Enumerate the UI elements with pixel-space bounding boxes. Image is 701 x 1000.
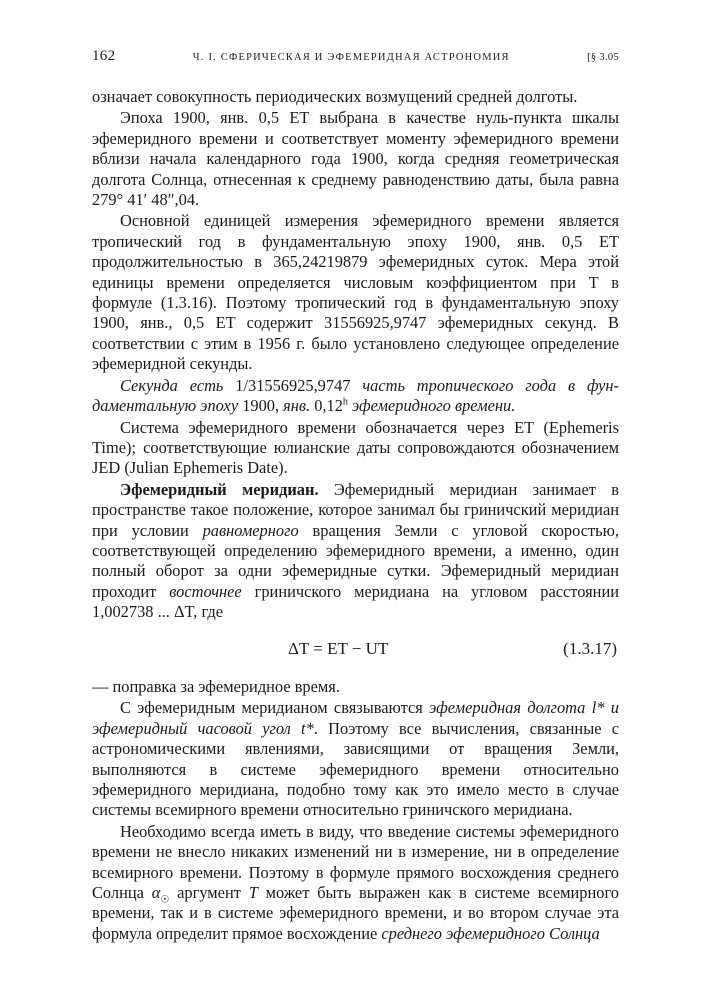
section-heading: Эфемеридный меридиан. (120, 479, 319, 499)
definition-value: 1/31556925,9747 (223, 375, 363, 395)
page-number: 162 (92, 48, 116, 64)
formula-block (92, 639, 619, 659)
emphasis-text: среднего эфемеридного Солнца (381, 923, 600, 943)
running-title: Ч. I. СФЕРИЧЕСКАЯ И ЭФЕМЕРИДНАЯ АСТРОНОМИЯ (192, 52, 510, 63)
paragraph-continuation: означает совокупность периодических возмущений средней долготы. (92, 87, 578, 106)
paragraph-ephemeris-meridian (92, 480, 619, 623)
paragraph-text: может быть выражен как в системе всемирного времени, так и в системе эфемеридного времени, и во втором случае эта формула определит прямое восхождение (92, 883, 619, 943)
paragraph-unit: Основной единицей измерения эфемеридного времени является тропический год в фундаментальную эпоху 1900, янв. 0,5 ET продолжительностью в 365,24219879 эфемеридных суток. Мера этой единицы времени определяется числовым коэффициентом при T в формуле (1.3.16). Поэтому тропический год в фундаментальную эпоху 1900, янв., 0,5 ET содержит 31556925,9747 эфемеридных секунд. В соответствии с этим в 1956 г. было установлено следующее определение эфемеридной секунды. (92, 211, 619, 374)
section-reference: [§ 3.05 (587, 52, 619, 63)
definition-value: 0,12 (310, 396, 343, 416)
formula-expression: ΔT = ET − UT (288, 638, 389, 658)
variable-t: T (248, 883, 258, 903)
emphasis-text: восточнее (169, 581, 242, 601)
paragraph-universal-time-note (92, 822, 619, 944)
paragraph-correction: — поправка за эфемеридное время. (92, 676, 340, 696)
paragraph-text: аргумент (169, 883, 249, 903)
body-text (92, 87, 619, 944)
paragraph-text: вращения Земли с угловой скоростью, соответствующей определению эфемеридного времени, а именно, один полный оборот за одни эфемеридные сутки. Эфемеридный меридиан проходит (92, 520, 619, 601)
paragraph-epoch: Эпоха 1900, янв. 0,5 ET выбрана в качестве нуль-пункта шкалы эфемеридного времени и соответствует моменту эфемеридного времени вблизи начала календарного года 1900, когда средняя геометрическая долгота Солнца, отнесенная к среднему равноденствию даты, была равна 279° 41′ 48″,04. (92, 108, 619, 210)
hour-superscript: h (342, 396, 348, 408)
paragraph-text: Эфемеридный меридиан занимает в пространстве такое положение, которое занимал бы гриничский меридиан при условии (92, 479, 619, 540)
paragraph-ephemeris-longitude (92, 698, 619, 820)
paragraph-text: . Поэтому все вычисления, связанные с астрономическими явлениями, зависящими от вращения Земли, выполняются в системе эфемеридного времени относительно эфемеридного меридиана, подобно тому как это имело место в случае системы всемирного времени относительно гриничского меридиана. (92, 718, 620, 820)
paragraph-text: Необходимо всегда иметь в виду, что введение системы эфемеридного времени не внесло никаких изменений ни в измерение, ни в определение всемирного времени. Поэтому в формуле прямого восхождения среднего Солнца (92, 821, 619, 903)
paragraph-et-notation: Система эфемеридного времени обозначается через ET (Ephemeris Time); соответствующие юлианские даты сопровождаются обозначением JED (Julian Ephemeris Date). (92, 417, 619, 478)
equation-number: (1.3.17) (563, 638, 617, 658)
definition-text: Секунда есть (120, 375, 224, 395)
definition-text: часть тропического года в фундаментальную эпоху (92, 375, 619, 416)
emphasis-text: эфемеридная долгота l* и эфемеридный часовой угол t* (92, 698, 620, 738)
emphasis-text: равномерного (202, 520, 299, 540)
paragraph-text: гриничского меридиана на угловом расстоянии 1,002738 ... ΔT, где (92, 581, 619, 622)
sun-subscript: ☉ (160, 894, 170, 906)
definition-text: янв. (283, 396, 311, 416)
definition-value: 1900, (238, 396, 284, 416)
definition-text: эфемеридного времени. (347, 396, 516, 416)
paragraph-second-definition (92, 376, 619, 417)
running-head (92, 48, 619, 65)
alpha-symbol: α (151, 883, 161, 903)
paragraph-text: С эфемеридным меридианом связываются (120, 698, 430, 718)
